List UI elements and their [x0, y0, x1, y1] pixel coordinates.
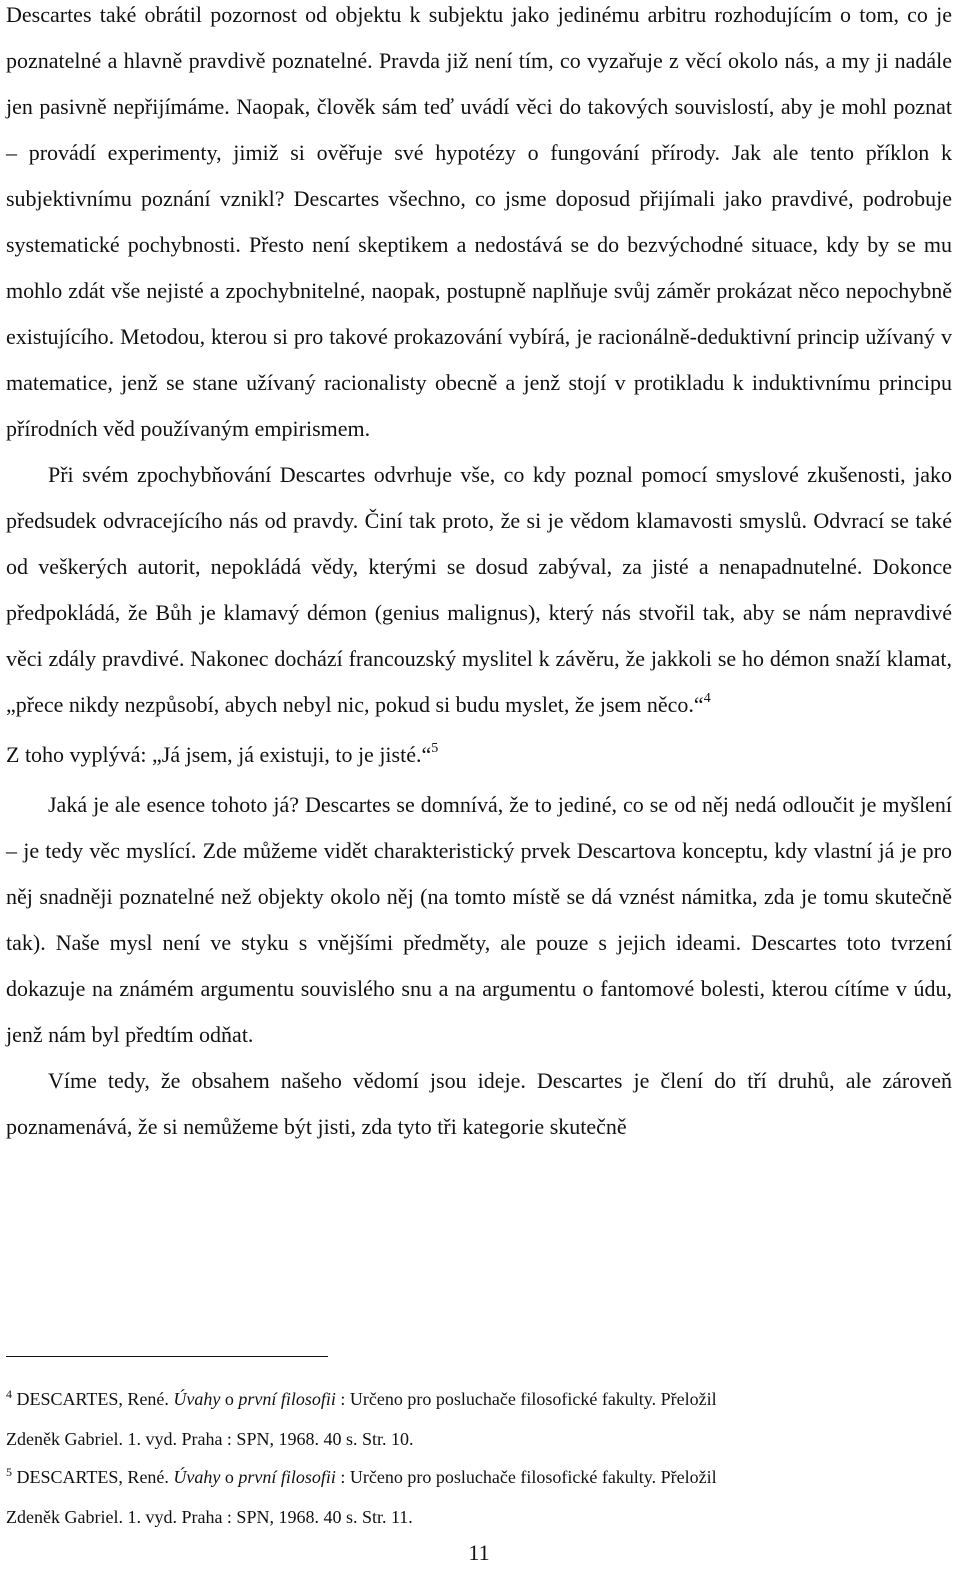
- footnote-title-connector: o: [224, 1389, 234, 1409]
- footnote-title: první filosofii: [238, 1467, 336, 1487]
- footnote-title-connector: o: [224, 1467, 234, 1487]
- footnote-title: první filosofii: [238, 1389, 336, 1409]
- footnote-number: 4: [6, 1387, 12, 1401]
- footnote-ref-4[interactable]: 4: [703, 691, 711, 706]
- footnote-4: [6, 1380, 952, 1458]
- page-number: 11: [468, 1540, 490, 1565]
- footnote-details: Zdeněk Gabriel. 1. vyd. Praha : SPN, 1968. 40 s. Str. 10.: [6, 1429, 414, 1449]
- footnote-details: : Určeno pro posluchače filosofické fakulty. Přeložil: [340, 1467, 717, 1487]
- footnote-title: Úvahy: [173, 1467, 221, 1487]
- paragraph-2: [6, 452, 952, 782]
- footnote-5: [6, 1458, 952, 1536]
- document-page: [6, 0, 952, 1580]
- footnote-separator: [6, 1356, 328, 1357]
- footnote-details: : Určeno pro posluchače filosofické fakulty. Přeložil: [340, 1389, 717, 1409]
- paragraph-2-text: Při svém zpochybňování Descartes odvrhuje vše, co kdy poznal pomocí smyslové zkušenosti, jako předsudek odvracejícího nás od pravdy. Činí tak proto, že si je vědom klamavosti smyslů. Odvrací se také od veškerých autorit, nepokládá vědy, kterými se dosud zabýval, za jisté a nenapadnutelné. Dokonce předpokládá, že Bůh je klamavý démon (genius malignus), který nás stvořil tak, aby se nám nepravdivé věci zdály pravdivé. Nakonec dochází francouzský myslitel k závěru, že jakkoli se ho démon snaží klamat, „přece nikdy nezpůsobí, abych nebyl nic, pokud si budu myslet, že jsem něco.“: [6, 462, 952, 717]
- paragraph-3-text: Jaká je ale esence tohoto já? Descartes se domnívá, že to jediné, co se od něj nedá odloučit je myšlení – je tedy věc myslící. Zde můžeme vidět charakteristický prvek Descartova konceptu, kdy vlastní já je pro něj snadněji poznatelné než objekty okolo něj (na tomto místě se dá vznést námitka, zda je tomu skutečně tak). Naše mysl není ve styku s vnějšími předměty, ale pouze s jejich ideami. Descartes toto tvrzení dokazuje na známém argumentu souvislého snu a na argumentu o fantomové bolesti, kterou cítíme v údu, jenž nám byl předtím odňat.: [6, 792, 952, 1047]
- paragraph-1: [6, 0, 952, 452]
- paragraph-4: [6, 1058, 952, 1150]
- paragraph-4-text: Víme tedy, že obsahem našeho vědomí jsou ideje. Descartes je člení do tří druhů, ale zároveň poznamenává, že si nemůžeme být jisti, zda tyto tři kategorie skutečně: [6, 1068, 952, 1139]
- footnote-author: DESCARTES, René.: [16, 1389, 169, 1409]
- footnotes: [6, 1380, 952, 1536]
- footnote-title: Úvahy: [173, 1389, 221, 1409]
- body-text: [6, 0, 952, 1150]
- paragraph-3: [6, 782, 952, 1058]
- paragraph-1-text: Descartes také obrátil pozornost od objektu k subjektu jako jedinému arbitru rozhodujícím o tom, co je poznatelné a hlavně pravdivě poznatelné. Pravda již není tím, co vyzařuje z věcí okolo nás, a my ji nadále jen pasivně nepřijímáme. Naopak, člověk sám teď uvádí věci do takových souvislostí, aby je mohl poznat – provádí experimenty, jimiž si ověřuje své hypotézy o fungování přírody. Jak ale tento příklon k subjektivnímu poznání vznikl? Descartes všechno, co jsme doposud přijímali jako pravdivé, podrobuje systematické pochybnosti. Přesto není skeptikem a nedostává se do bezvýchodné situace, kdy by se mu mohlo zdát vše nejisté a zpochybnitelné, naopak, postupně naplňuje svůj záměr prokázat něco nepochybně existujícího. Metodou, kterou si pro takové prokazování vybírá, je racionálně-deduktivní princip užívaný v matematice, jenž se stane užívaný racionalisty obecně a jenž stojí v protikladu k induktivnímu principu přírodních věd používaným empirismem.: [6, 2, 952, 441]
- footnote-ref-5[interactable]: 5: [431, 741, 439, 756]
- footnote-details: Zdeněk Gabriel. 1. vyd. Praha : SPN, 1968. 40 s. Str. 11.: [6, 1507, 413, 1527]
- footnote-number: 5: [6, 1465, 12, 1479]
- footnote-author: DESCARTES, René.: [16, 1467, 169, 1487]
- paragraph-2-conclusion: Z toho vyplývá: „Já jsem, já existuji, to je jisté.“: [6, 742, 432, 767]
